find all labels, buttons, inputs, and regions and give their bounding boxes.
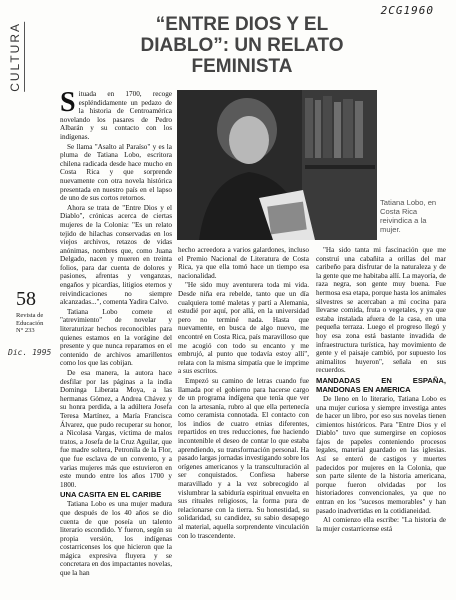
subheading: UNA CASITA EN EL CARIBE <box>60 490 162 500</box>
paragraph: ituada en 1700, recoge espléndidamente un pedazo de la historia de Centroamérica novelando los pasares de Pedro Albarán y su contacto con los indígenas. <box>60 90 172 141</box>
paragraph: Tatiana Lobo es una mujer madura que después de los 40 años se dio cuenta de que poseía un talento literario escondido. Y fueron, según su propia versión, los indígenas costarricenses los que hicieron que la mágica expresiva fluyera y se concretara en dos impactantes novelas, que la han <box>60 500 172 578</box>
handwritten-annotation: 2CG1960 <box>380 4 434 17</box>
paragraph: Tatiana Lobo comete el "atrevimiento" de novelar y literaturizar hechos reconocibles para quienes estamos en la vorágine del presente y que nunca reparamos en el contenido de archivos amarillentos como los que las cobijan. <box>60 307 172 368</box>
paragraph: De lleno en lo literario, Tatiana Lobo es una mujer curiosa y siempre investiga antes de hacer un libro, por eso sus novelas tienen cimientos históricos. Para "Entre Dios y el Diablo" tuvo que sumergirse en copiosos fajos de papeles conteniendo procesos legales, material guardado en las iglesias. Así se enteró de castigos y muertes padecidos por mujeres en la Colonia, que son parte silente de la historia americana, porque fueron olvidadas por los historiadores convencionales, ya que no entran en los "sucesos memorables" y han pasado inadvertidas en la cotidianeidad. <box>316 394 446 515</box>
paragraph: Al comienzo ella escribe: "La historia de la mujer costarricense está <box>316 516 446 533</box>
photo-illustration <box>177 90 377 240</box>
paragraph: Ahora se trata de "Entre Dios y el Diablo", crónicas acerca de ciertas mujeres de la Colonia: "Es un relato tejido de hilachas conservadas en los viejos archivos, retazos de vidas anónimas, nombres que, como Juana Delgado, nacen y mueren en treinta folios, para dar cuenta de dolores y pasiones, afrentas y venganzas, engaños y picardías, litigios eternos y reivindicaciones no siempre alcanzadas...", comenta Yadira Calvo. <box>60 203 172 307</box>
issue-info: Revista de Educación N° 233 <box>16 312 44 334</box>
paragraph: Se llama "Asalto al Paraíso" y es la pluma de Tatiana Lobo, escritora chilena radicada desde hace mucho en Costa Rica y que sorprende nuevamente con otra novela histórica presentada en nuestro país en el lapso de uno de sus cortos retornos. <box>60 142 172 203</box>
column-2 <box>178 246 309 541</box>
paragraph: De esa manera, la autora hace desfilar por las páginas a la india Dominga Liberata Moya, a las hermanas Gómez, a Andrea Chávez y su honra perdida, a la adúltera Josefa Teresa Martínez, a María Francisca Álvarez, que pudo recuperar su honor, a Nicolasa Vargas, víctima de malos tratos, a Josefa de la Cruz Aguilar, que fue madre soltera, Petronila de la Flor, que fue esclava de un convento, y a varias mujeres más que estuvieron en este mundo entre los años 1700 y 1800. <box>60 369 172 489</box>
handwritten-date: Dic. 1995 <box>8 348 52 357</box>
column-1 <box>60 87 172 579</box>
paragraph: hecho acreedora a varios galardones, incluso el Premio Nacional de Literatura de Costa Rica, ya que ella tomó hace un tiempo esa nacionalidad. <box>178 246 309 280</box>
headline: “ENTRE DIOS Y EL DIABLO”: UN RELATO FEMINISTA <box>140 14 344 77</box>
column-3 <box>316 246 446 534</box>
paragraph: Empezó su camino de letras cuando fue llamada por el gobierno para hacerse cargo de un programa indígena que tenía que ver con la artesanía, rubro al que ella pertenecía como ceramista connotada. El contacto con los indios de cuatro etnias diferentes, repartidos en tres reducciones, fue haciendo incontenible el deseo de contar lo que estaba aprendiendo, su transformación personal. Ha pasado largas jornadas investigando sobre los orígenes americanos y la transculturación al ser conquistados. Confiesa haberse maravillado y a la vez sobrecogido al vislumbrar la sabiduría espiritual envuelta en sus rituales religiosos, la forma pura de relacionarse con la tierra. Su honestidad, su solidaridad, su candidez, su sabio desapego al material, aquella sorprendente vinculación con lo trascendente. <box>178 376 310 540</box>
photo-caption: Tatiana Lobo, en Costa Rica reivindica a la mujer. <box>380 198 437 234</box>
paragraph: "Ha sido tanta mi fascinación que me construí una cabañita a orillas del mar caribeño para disfrutar de la naturaleza y de la gente que me habitaba allí. La mayoría, de raza negra, son gente muy buena. Fue hermosa esa etapa, porque hasta los animales silvestres se acercaban a mi cocina para llevarse comida, fruta o vegetales, y ya que estaba instalada afuera de la casa, en una pequeña terraza. Luego el progreso llegó y hoy esa zona está bastante invadida de infraestructura turística, hay movimiento de gente y el paisaje cambió, por supuesto los animalitos huyeron", señala en sus recuerdos. <box>316 246 446 375</box>
paragraph: "He sido muy aventurera toda mi vida. Desde niña era rebelde, tanto que un día cualquiera tomé maletas y partí a Alemania, estudié por aquí, por allá, en la universidad pero no terminé nada. Hasta que nuevamente, en busca de algo nuevo, me encontré en Costa Rica, país maravilloso que me acogió con todo su encanto y me embrujó, al punto que todavía estoy allí", relata con la misma simpatía que le imprime a sus escritos. <box>178 281 309 376</box>
author-photo <box>177 90 377 240</box>
page-number: 58 <box>16 288 36 310</box>
subheading: MANDADAS EN ESPAÑA, MANDONAS EN AMERICA <box>316 375 446 394</box>
section-label: CULTURA <box>8 22 25 92</box>
drop-cap: S <box>60 87 76 118</box>
